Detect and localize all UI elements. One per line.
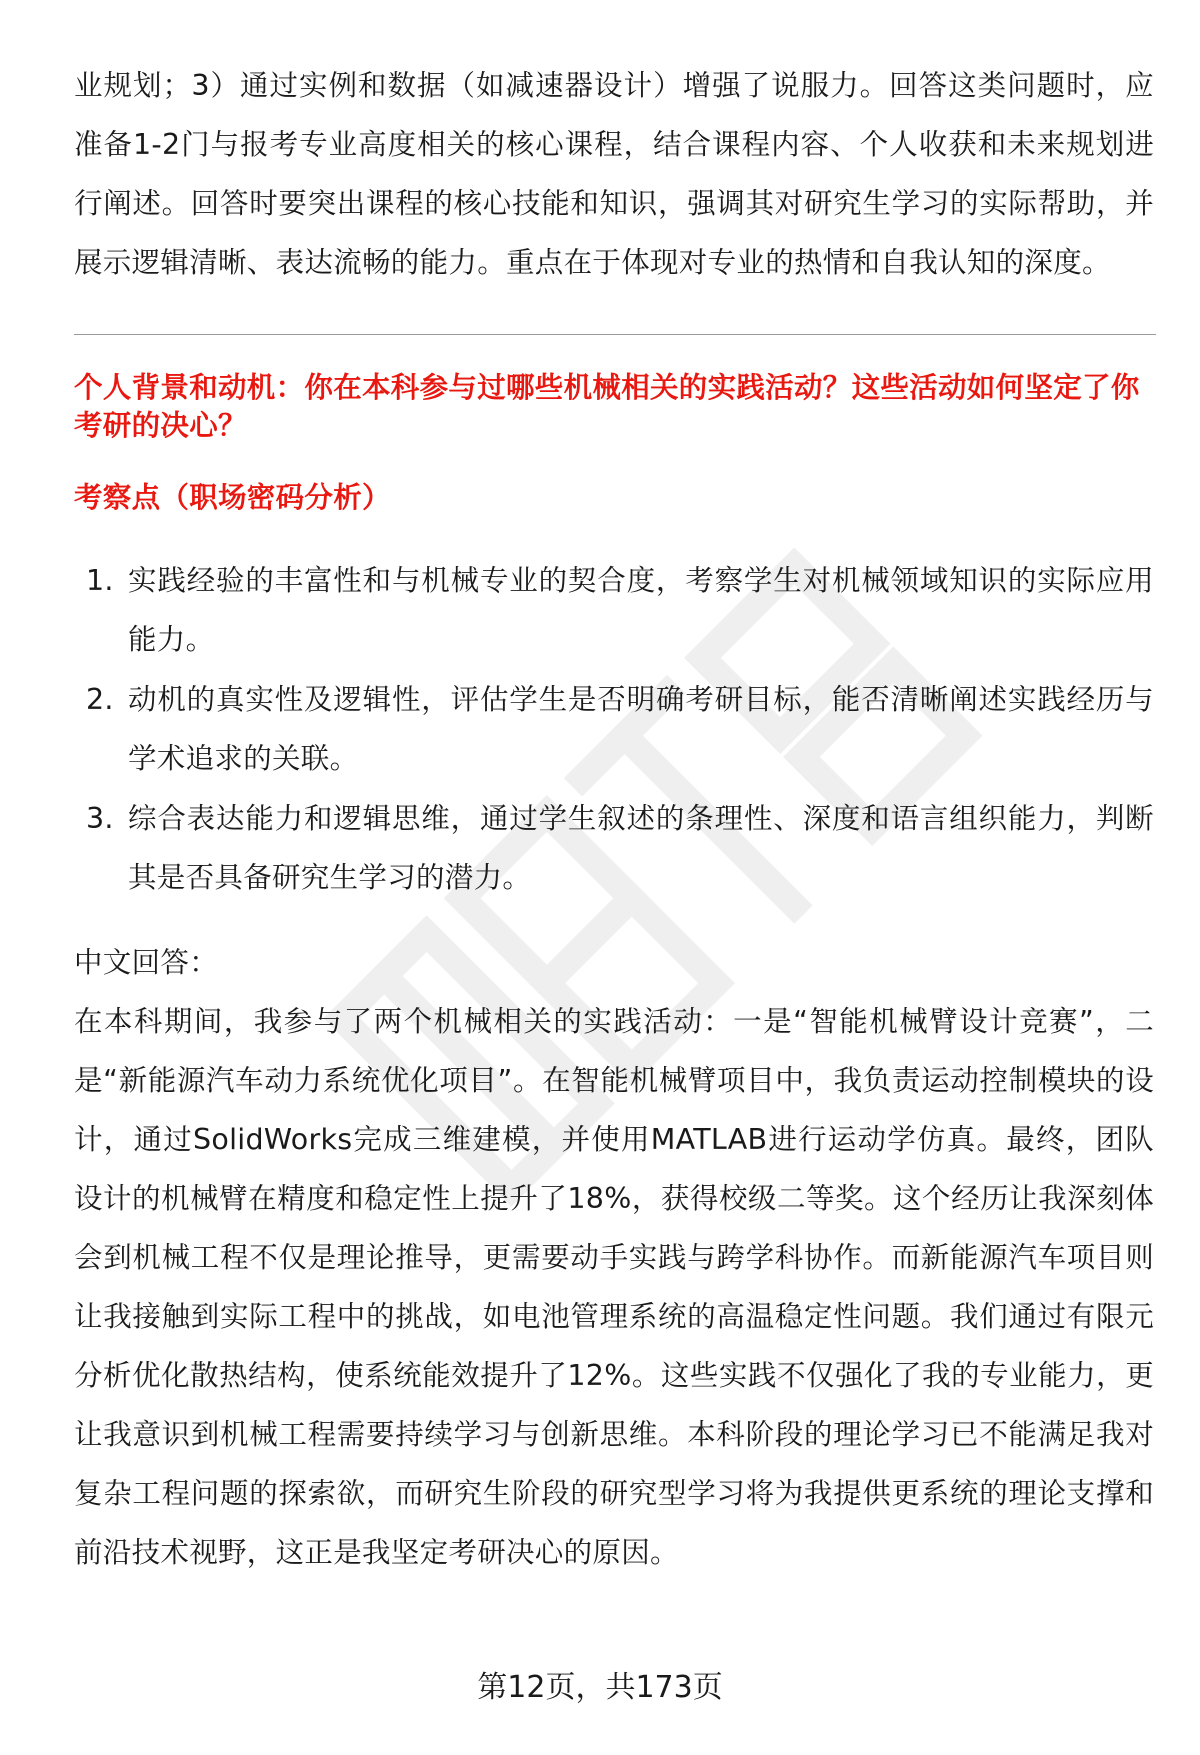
list-item-number: 1. — [86, 564, 114, 597]
page-number: 第12页，共173页 — [477, 1670, 723, 1705]
list-item — [74, 789, 1154, 907]
evaluation-points-list — [74, 551, 1154, 907]
list-item — [74, 551, 1154, 669]
list-item-text: 动机的真实性及逻辑性，评估学生是否明确考研目标，能否清晰阐述实践经历与学术追求的关联。 — [128, 683, 1154, 775]
question-heading: 个人背景和动机：你在本科参与过哪些机械相关的实践活动？这些活动如何坚定了你考研的决心？ — [74, 371, 1140, 442]
document-page — [74, 56, 1154, 1582]
list-item-text: 综合表达能力和逻辑思维，通过学生叙述的条理性、深度和语言组织能力，判断其是否具备研究生学习的潜力。 — [128, 802, 1154, 894]
list-item-text: 实践经验的丰富性和与机械专业的契合度，考察学生对机械领域知识的实际应用能力。 — [128, 564, 1154, 656]
intro-paragraph: 业规划；3）通过实例和数据（如减速器设计）增强了说服力。回答这类问题时，应准备1-2门与报考专业高度相关的核心课程，结合课程内容、个人收获和未来规划进行阐述。回答时要突出课程的核心技能和知识，强调其对研究生学习的实际帮助，并展示逻辑清晰、表达流畅的能力。重点在于体现对专业的热情和自我认知的深度。 — [74, 69, 1154, 279]
list-item-number: 2. — [86, 683, 114, 716]
section-title: 考察点（职场密码分析） — [74, 481, 391, 514]
answer-paragraph: 在本科期间，我参与了两个机械相关的实践活动：一是“智能机械臂设计竞赛”，二是“新能源汽车动力系统优化项目”。在智能机械臂项目中，我负责运动控制模块的设计，通过SolidWorks完成三维建模，并使用MATLAB进行运动学仿真。最终，团队设计的机械臂在精度和稳定性上提升了18%，获得校级二等奖。这个经历让我深刻体会到机械工程不仅是理论推导，更需要动手实践与跨学科协作。而新能源汽车项目则让我接触到实际工程中的挑战，如电池管理系统的高温稳定性问题。我们通过有限元分析优化散热结构，使系统能效提升了12%。这些实践不仅强化了我的专业能力，更让我意识到机械工程需要持续学习与创新思维。本科阶段的理论学习已不能满足我对复杂工程问题的探索欲，而研究生阶段的研究型学习将为我提供更系统的理论支撑和前沿技术视野，这正是我坚定考研决心的原因。 — [74, 1005, 1154, 1569]
section-divider — [74, 334, 1156, 335]
list-item-number: 3. — [86, 802, 114, 835]
list-item — [74, 670, 1154, 788]
answer-label: 中文回答： — [74, 946, 219, 979]
